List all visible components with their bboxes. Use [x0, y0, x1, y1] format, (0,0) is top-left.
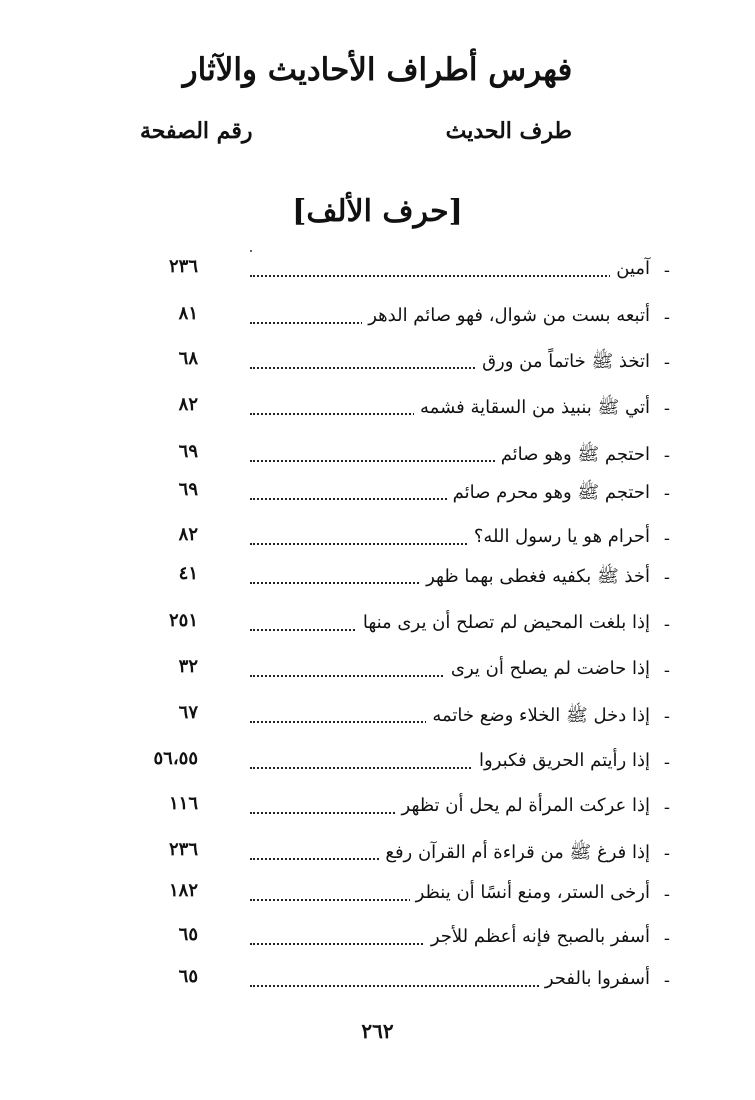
- entry-dash: -: [663, 352, 670, 373]
- index-entry: [130, 350, 670, 380]
- entry-dash: -: [663, 928, 670, 949]
- entry-page-number: ٦٩: [178, 479, 198, 500]
- entry-text: أحرام هو يا رسول الله؟: [468, 526, 650, 547]
- index-entry: [130, 882, 670, 912]
- entry-page-number: ٦٩: [178, 441, 198, 462]
- entry-page-number: ٨٢: [178, 524, 198, 545]
- entry-text: أرخى الستر، ومنع أنسًا أن ينظر: [410, 882, 650, 903]
- entry-page-number: ١٨٢: [168, 880, 198, 901]
- entry-page-number: ٤١: [178, 563, 198, 584]
- entry-text: احتجم ﷺ وهو صائم: [495, 443, 650, 469]
- entry-page-number: ٢٣٦: [168, 256, 198, 277]
- entry-text: إذا دخل ﷺ الخلاء وضع خاتمه: [426, 704, 650, 730]
- index-entry: [130, 565, 670, 595]
- entry-text: أتي ﷺ بنبيذ من السقاية فشمه: [414, 396, 650, 422]
- entry-dash: -: [663, 660, 670, 681]
- entry-dash: -: [663, 884, 670, 905]
- entry-dash: -: [663, 614, 670, 635]
- index-entry: [130, 658, 670, 688]
- entry-page-number: ٦٧: [178, 702, 198, 723]
- entry-text: أسفروا بالفحر: [539, 968, 650, 989]
- index-entry: [130, 968, 670, 998]
- index-entry: [130, 481, 670, 511]
- entry-text: اتخذ ﷺ خاتماً من ورق: [476, 350, 650, 376]
- entry-page-number: ٨١: [178, 303, 198, 324]
- entry-dash: -: [663, 260, 670, 281]
- entry-page-number: ٥٦،٥٥: [153, 748, 198, 769]
- entry-dash: -: [663, 706, 670, 727]
- index-entry: [130, 258, 670, 288]
- entry-text: أخذ ﷺ بكفيه فغطى بهما ظهر: [420, 565, 650, 591]
- index-entry: [130, 841, 670, 871]
- entry-page-number: ١١٦: [168, 793, 198, 814]
- entry-dash: -: [663, 398, 670, 419]
- entry-page-number: ٨٢: [178, 394, 198, 415]
- index-entry: [130, 443, 670, 473]
- entry-text: إذا فرغ ﷺ من قراءة أم القرآن رفع: [379, 841, 650, 867]
- index-entry: [130, 305, 670, 335]
- entry-page-number: ٣٢: [178, 656, 198, 677]
- column-heading-hadith-text: طرف الحديث: [445, 118, 572, 144]
- entry-text: إذا رأيتم الحريق فكبروا: [473, 750, 650, 771]
- entry-page-number: ٢٥١: [168, 610, 198, 631]
- dot-leader: [250, 275, 650, 277]
- entry-dash: -: [663, 483, 670, 504]
- entry-text: أتبعه بست من شوال، فهو صائم الدهر: [362, 305, 650, 326]
- entry-dash: -: [663, 797, 670, 818]
- index-entry: [130, 795, 670, 825]
- entry-dash: -: [663, 567, 670, 588]
- entry-page-number: ٦٥: [178, 966, 198, 987]
- entry-dash: -: [663, 307, 670, 328]
- entry-text: إذا حاضت لم يصلح أن يرى: [445, 658, 650, 679]
- index-entry: [130, 704, 670, 734]
- section-heading-alif: [حرف الألف]: [292, 194, 463, 229]
- entry-page-number: ٢٣٦: [168, 839, 198, 860]
- entry-dash: -: [663, 445, 670, 466]
- entry-text: احتجم ﷺ وهو محرم صائم: [447, 481, 650, 507]
- entry-text: أسفر بالصبح فإنه أعظم للأجر: [425, 926, 650, 947]
- entry-text: آمين: [610, 258, 650, 279]
- index-entry: [130, 750, 670, 780]
- index-entry: [130, 396, 670, 426]
- entry-dash: -: [663, 752, 670, 773]
- index-entry: [130, 526, 670, 556]
- page-title: فهرس أطراف الأحاديث والآثار: [182, 52, 573, 88]
- column-heading-page-number: رقم الصفحة: [140, 118, 253, 144]
- index-entry: [130, 612, 670, 642]
- entry-dash: -: [663, 528, 670, 549]
- entry-page-number: ٦٨: [178, 348, 198, 369]
- index-entry: [130, 926, 670, 956]
- entry-text: إذا بلغت المحيض لم تصلح أن يرى منها: [357, 612, 650, 633]
- entry-text: إذا عركت المرأة لم يحل أن تظهر: [396, 795, 650, 816]
- entry-dash: -: [663, 843, 670, 864]
- entry-page-number: ٦٥: [178, 924, 198, 945]
- page-number: ٢٦٢: [361, 1019, 394, 1043]
- entry-dash: -: [663, 970, 670, 991]
